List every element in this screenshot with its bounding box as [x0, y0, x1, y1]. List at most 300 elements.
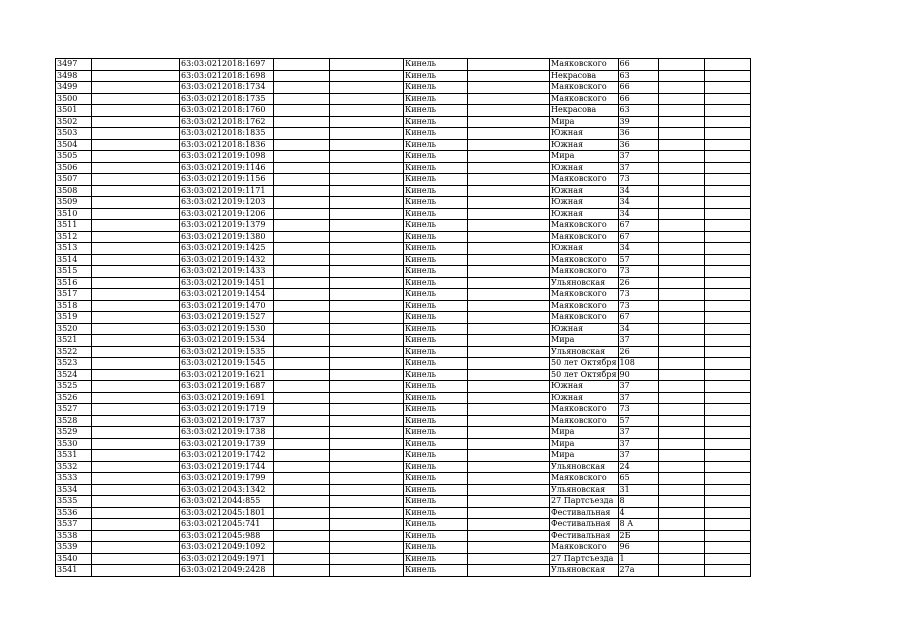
empty-cell: [330, 519, 404, 531]
empty-cell: [704, 208, 750, 220]
empty-cell: [330, 70, 404, 82]
house-number-cell: 39: [618, 116, 658, 128]
empty-cell: [330, 162, 404, 174]
cadastral-number-cell: 63:03:0212018:1760: [180, 105, 274, 117]
empty-cell: [468, 530, 550, 542]
empty-cell: [92, 197, 180, 209]
empty-cell: [92, 358, 180, 370]
row-number-cell: 3518: [56, 300, 92, 312]
street-cell: Фестивальная: [550, 519, 619, 531]
empty-cell: [330, 289, 404, 301]
empty-cell: [92, 427, 180, 439]
empty-cell: [468, 450, 550, 462]
city-cell: Кинель: [404, 346, 468, 358]
house-number-cell: 57: [618, 415, 658, 427]
city-cell: Кинель: [404, 415, 468, 427]
row-number-cell: 3516: [56, 277, 92, 289]
street-cell: Маяковского: [550, 174, 619, 186]
row-number-cell: 3524: [56, 369, 92, 381]
table-row: [56, 174, 751, 186]
city-cell: Кинель: [404, 507, 468, 519]
row-number-cell: 3527: [56, 404, 92, 416]
empty-cell: [658, 415, 704, 427]
row-number-cell: 3534: [56, 484, 92, 496]
house-number-cell: 66: [618, 59, 658, 71]
city-cell: Кинель: [404, 231, 468, 243]
house-number-cell: 34: [618, 323, 658, 335]
empty-cell: [468, 427, 550, 439]
empty-cell: [658, 346, 704, 358]
house-number-cell: 37: [618, 450, 658, 462]
empty-cell: [658, 484, 704, 496]
empty-cell: [704, 404, 750, 416]
empty-cell: [658, 519, 704, 531]
empty-cell: [330, 116, 404, 128]
empty-cell: [468, 542, 550, 554]
empty-cell: [92, 461, 180, 473]
empty-cell: [468, 404, 550, 416]
empty-cell: [92, 553, 180, 565]
cadastral-number-cell: 63:03:0212019:1206: [180, 208, 274, 220]
empty-cell: [704, 185, 750, 197]
cadastral-number-cell: 63:03:0212019:1535: [180, 346, 274, 358]
house-number-cell: 96: [618, 542, 658, 554]
row-number-cell: 3532: [56, 461, 92, 473]
empty-cell: [92, 404, 180, 416]
city-cell: Кинель: [404, 484, 468, 496]
empty-cell: [468, 358, 550, 370]
empty-cell: [330, 415, 404, 427]
table-row: [56, 82, 751, 94]
empty-cell: [704, 277, 750, 289]
cadastral-number-cell: 63:03:0212019:1098: [180, 151, 274, 163]
empty-cell: [92, 59, 180, 71]
table-row: [56, 335, 751, 347]
cadastral-number-cell: 63:03:0212043:1342: [180, 484, 274, 496]
empty-cell: [658, 392, 704, 404]
empty-cell: [658, 335, 704, 347]
empty-cell: [704, 312, 750, 324]
street-cell: Ульяновская: [550, 484, 619, 496]
empty-cell: [658, 507, 704, 519]
empty-cell: [330, 461, 404, 473]
empty-cell: [330, 565, 404, 577]
empty-cell: [658, 151, 704, 163]
street-cell: Маяковского: [550, 542, 619, 554]
empty-cell: [330, 553, 404, 565]
city-cell: Кинель: [404, 358, 468, 370]
empty-cell: [704, 254, 750, 266]
cadastral-number-cell: 63:03:0212019:1454: [180, 289, 274, 301]
empty-cell: [274, 128, 330, 140]
empty-cell: [274, 427, 330, 439]
cadastral-number-cell: 63:03:0212019:1380: [180, 231, 274, 243]
empty-cell: [92, 496, 180, 508]
cadastral-number-cell: 63:03:0212019:1171: [180, 185, 274, 197]
row-number-cell: 3528: [56, 415, 92, 427]
table-row: [56, 300, 751, 312]
row-number-cell: 3523: [56, 358, 92, 370]
empty-cell: [92, 139, 180, 151]
city-cell: Кинель: [404, 151, 468, 163]
empty-cell: [330, 208, 404, 220]
table-row: [56, 208, 751, 220]
cadastral-number-cell: 63:03:0212019:1379: [180, 220, 274, 232]
empty-cell: [704, 392, 750, 404]
cadastral-number-cell: 63:03:0212018:1762: [180, 116, 274, 128]
cadastral-number-cell: 63:03:0212045:741: [180, 519, 274, 531]
empty-cell: [274, 185, 330, 197]
table-row: [56, 542, 751, 554]
street-cell: Мира: [550, 427, 619, 439]
empty-cell: [274, 254, 330, 266]
empty-cell: [704, 116, 750, 128]
table-row: [56, 484, 751, 496]
street-cell: Южная: [550, 139, 619, 151]
street-cell: Маяковского: [550, 220, 619, 232]
empty-cell: [92, 392, 180, 404]
empty-cell: [330, 93, 404, 105]
street-cell: Южная: [550, 197, 619, 209]
empty-cell: [92, 565, 180, 577]
street-cell: 27 Партсъезда: [550, 496, 619, 508]
cadastral-number-cell: 63:03:0212019:1687: [180, 381, 274, 393]
empty-cell: [92, 162, 180, 174]
empty-cell: [658, 312, 704, 324]
cadastral-number-cell: 63:03:0212019:1432: [180, 254, 274, 266]
city-cell: Кинель: [404, 461, 468, 473]
cadastral-number-cell: 63:03:0212019:1621: [180, 369, 274, 381]
empty-cell: [658, 323, 704, 335]
cadastral-number-cell: 63:03:0212018:1836: [180, 139, 274, 151]
empty-cell: [704, 381, 750, 393]
empty-cell: [704, 139, 750, 151]
street-cell: Маяковского: [550, 82, 619, 94]
row-number-cell: 3531: [56, 450, 92, 462]
empty-cell: [330, 139, 404, 151]
table-row: [56, 59, 751, 71]
row-number-cell: 3498: [56, 70, 92, 82]
table-row: [56, 358, 751, 370]
empty-cell: [468, 116, 550, 128]
empty-cell: [468, 519, 550, 531]
empty-cell: [704, 358, 750, 370]
empty-cell: [658, 116, 704, 128]
cadastral-number-cell: 63:03:0212019:1737: [180, 415, 274, 427]
row-number-cell: 3533: [56, 473, 92, 485]
empty-cell: [658, 427, 704, 439]
empty-cell: [468, 93, 550, 105]
empty-cell: [658, 542, 704, 554]
empty-cell: [704, 542, 750, 554]
city-cell: Кинель: [404, 427, 468, 439]
row-number-cell: 3538: [56, 530, 92, 542]
empty-cell: [274, 415, 330, 427]
street-cell: 27 Партсъезда: [550, 553, 619, 565]
row-number-cell: 3504: [56, 139, 92, 151]
empty-cell: [92, 346, 180, 358]
empty-cell: [274, 105, 330, 117]
empty-cell: [274, 300, 330, 312]
empty-cell: [330, 266, 404, 278]
table-row: [56, 105, 751, 117]
empty-cell: [92, 277, 180, 289]
cadastral-number-cell: 63:03:0212019:1738: [180, 427, 274, 439]
empty-cell: [658, 105, 704, 117]
cadastral-number-cell: 63:03:0212018:1734: [180, 82, 274, 94]
empty-cell: [274, 197, 330, 209]
empty-cell: [658, 289, 704, 301]
table-row: [56, 220, 751, 232]
table-row: [56, 438, 751, 450]
empty-cell: [92, 381, 180, 393]
empty-cell: [330, 128, 404, 140]
empty-cell: [468, 82, 550, 94]
street-cell: Маяковского: [550, 289, 619, 301]
empty-cell: [704, 70, 750, 82]
empty-cell: [330, 323, 404, 335]
empty-cell: [274, 174, 330, 186]
table-row: [56, 450, 751, 462]
row-number-cell: 3502: [56, 116, 92, 128]
empty-cell: [330, 392, 404, 404]
city-cell: Кинель: [404, 381, 468, 393]
row-number-cell: 3508: [56, 185, 92, 197]
city-cell: Кинель: [404, 116, 468, 128]
city-cell: Кинель: [404, 82, 468, 94]
empty-cell: [704, 220, 750, 232]
house-number-cell: 66: [618, 93, 658, 105]
empty-cell: [704, 335, 750, 347]
empty-cell: [658, 82, 704, 94]
empty-cell: [330, 507, 404, 519]
empty-cell: [274, 220, 330, 232]
table-row: [56, 139, 751, 151]
house-number-cell: 37: [618, 427, 658, 439]
empty-cell: [704, 93, 750, 105]
street-cell: 50 лет Октября: [551, 369, 617, 379]
cadastral-number-cell: 63:03:0212049:1092: [180, 542, 274, 554]
empty-cell: [658, 139, 704, 151]
empty-cell: [704, 473, 750, 485]
empty-cell: [704, 243, 750, 255]
empty-cell: [274, 519, 330, 531]
empty-cell: [468, 128, 550, 140]
empty-cell: [92, 174, 180, 186]
empty-cell: [274, 266, 330, 278]
row-number-cell: 3530: [56, 438, 92, 450]
empty-cell: [658, 128, 704, 140]
empty-cell: [330, 231, 404, 243]
street-cell: Южная: [550, 208, 619, 220]
empty-cell: [704, 530, 750, 542]
empty-cell: [468, 208, 550, 220]
row-number-cell: 3511: [56, 220, 92, 232]
cadastral-number-cell: 63:03:0212018:1698: [180, 70, 274, 82]
empty-cell: [92, 243, 180, 255]
empty-cell: [92, 93, 180, 105]
empty-cell: [658, 254, 704, 266]
row-number-cell: 3514: [56, 254, 92, 266]
city-cell: Кинель: [404, 553, 468, 565]
empty-cell: [704, 496, 750, 508]
street-cell: Некрасова: [550, 105, 619, 117]
empty-cell: [92, 220, 180, 232]
empty-cell: [468, 277, 550, 289]
empty-cell: [704, 105, 750, 117]
empty-cell: [468, 346, 550, 358]
street-cell: Фестивальная: [550, 530, 619, 542]
empty-cell: [468, 438, 550, 450]
row-number-cell: 3501: [56, 105, 92, 117]
empty-cell: [658, 220, 704, 232]
empty-cell: [658, 208, 704, 220]
empty-cell: [330, 473, 404, 485]
empty-cell: [274, 450, 330, 462]
empty-cell: [704, 507, 750, 519]
table-body: [56, 59, 751, 577]
empty-cell: [704, 553, 750, 565]
empty-cell: [274, 82, 330, 94]
empty-cell: [658, 496, 704, 508]
empty-cell: [330, 346, 404, 358]
empty-cell: [330, 484, 404, 496]
empty-cell: [704, 415, 750, 427]
empty-cell: [468, 70, 550, 82]
house-number-cell: 65: [618, 473, 658, 485]
empty-cell: [658, 174, 704, 186]
empty-cell: [92, 335, 180, 347]
empty-cell: [704, 565, 750, 577]
cadastral-table: [55, 58, 751, 577]
cadastral-number-cell: 63:03:0212019:1739: [180, 438, 274, 450]
house-number-cell: 26: [618, 346, 658, 358]
empty-cell: [468, 197, 550, 209]
table-row: [56, 254, 751, 266]
empty-cell: [274, 93, 330, 105]
city-cell: Кинель: [404, 208, 468, 220]
row-number-cell: 3505: [56, 151, 92, 163]
row-number-cell: 3513: [56, 243, 92, 255]
table-row: [56, 151, 751, 163]
cadastral-number-cell: 63:03:0212018:1735: [180, 93, 274, 105]
table-row: [56, 70, 751, 82]
empty-cell: [92, 208, 180, 220]
row-number-cell: 3539: [56, 542, 92, 554]
street-cell: Южная: [550, 392, 619, 404]
cadastral-number-cell: 63:03:0212018:1697: [180, 59, 274, 71]
street-cell: Южная: [550, 243, 619, 255]
table-row: [56, 277, 751, 289]
empty-cell: [658, 70, 704, 82]
empty-cell: [658, 565, 704, 577]
house-number-cell: 67: [618, 231, 658, 243]
empty-cell: [468, 473, 550, 485]
empty-cell: [330, 438, 404, 450]
empty-cell: [330, 404, 404, 416]
empty-cell: [704, 266, 750, 278]
street-cell: Маяковского: [550, 254, 619, 266]
empty-cell: [468, 174, 550, 186]
table-row: [56, 404, 751, 416]
street-cell: Маяковского: [550, 300, 619, 312]
row-number-cell: 3512: [56, 231, 92, 243]
empty-cell: [658, 266, 704, 278]
empty-cell: [92, 473, 180, 485]
empty-cell: [330, 82, 404, 94]
row-number-cell: 3507: [56, 174, 92, 186]
row-number-cell: 3503: [56, 128, 92, 140]
empty-cell: [92, 484, 180, 496]
table-row: [56, 312, 751, 324]
street-cell: Ульяновская: [550, 346, 619, 358]
house-number-cell: 34: [618, 185, 658, 197]
empty-cell: [468, 323, 550, 335]
empty-cell: [274, 277, 330, 289]
empty-cell: [658, 162, 704, 174]
house-number-cell: 73: [618, 266, 658, 278]
table-row: [56, 473, 751, 485]
city-cell: Кинель: [404, 323, 468, 335]
cadastral-number-cell: 63:03:0212049:1971: [180, 553, 274, 565]
house-number-cell: 90: [618, 369, 658, 381]
empty-cell: [330, 105, 404, 117]
street-cell: Мира: [550, 438, 619, 450]
empty-cell: [468, 105, 550, 117]
empty-cell: [704, 151, 750, 163]
empty-cell: [704, 59, 750, 71]
street-cell: Маяковского: [550, 404, 619, 416]
street-cell: Южная: [550, 185, 619, 197]
empty-cell: [330, 496, 404, 508]
empty-cell: [330, 369, 404, 381]
house-number-cell: 73: [618, 174, 658, 186]
empty-cell: [658, 197, 704, 209]
house-number-cell: 4: [618, 507, 658, 519]
city-cell: Кинель: [404, 289, 468, 301]
empty-cell: [330, 300, 404, 312]
table-row: [56, 507, 751, 519]
table-row: [56, 162, 751, 174]
cadastral-number-cell: 63:03:0212019:1433: [180, 266, 274, 278]
empty-cell: [468, 565, 550, 577]
cadastral-number-cell: 63:03:0212049:2428: [180, 565, 274, 577]
empty-cell: [274, 381, 330, 393]
street-cell: Ульяновская: [550, 461, 619, 473]
house-number-cell: 73: [618, 404, 658, 416]
empty-cell: [468, 461, 550, 473]
empty-cell: [92, 519, 180, 531]
empty-cell: [658, 59, 704, 71]
house-number-cell: 1: [618, 553, 658, 565]
empty-cell: [330, 530, 404, 542]
street-cell: Ульяновская: [550, 277, 619, 289]
street-cell: Мира: [550, 151, 619, 163]
empty-cell: [330, 254, 404, 266]
empty-cell: [92, 128, 180, 140]
city-cell: Кинель: [404, 530, 468, 542]
empty-cell: [704, 289, 750, 301]
empty-cell: [468, 254, 550, 266]
row-number-cell: 3506: [56, 162, 92, 174]
street-cell: Маяковского: [550, 231, 619, 243]
cadastral-number-cell: 63:03:0212019:1719: [180, 404, 274, 416]
city-cell: Кинель: [404, 473, 468, 485]
city-cell: Кинель: [404, 139, 468, 151]
row-number-cell: 3517: [56, 289, 92, 301]
empty-cell: [658, 438, 704, 450]
empty-cell: [468, 553, 550, 565]
